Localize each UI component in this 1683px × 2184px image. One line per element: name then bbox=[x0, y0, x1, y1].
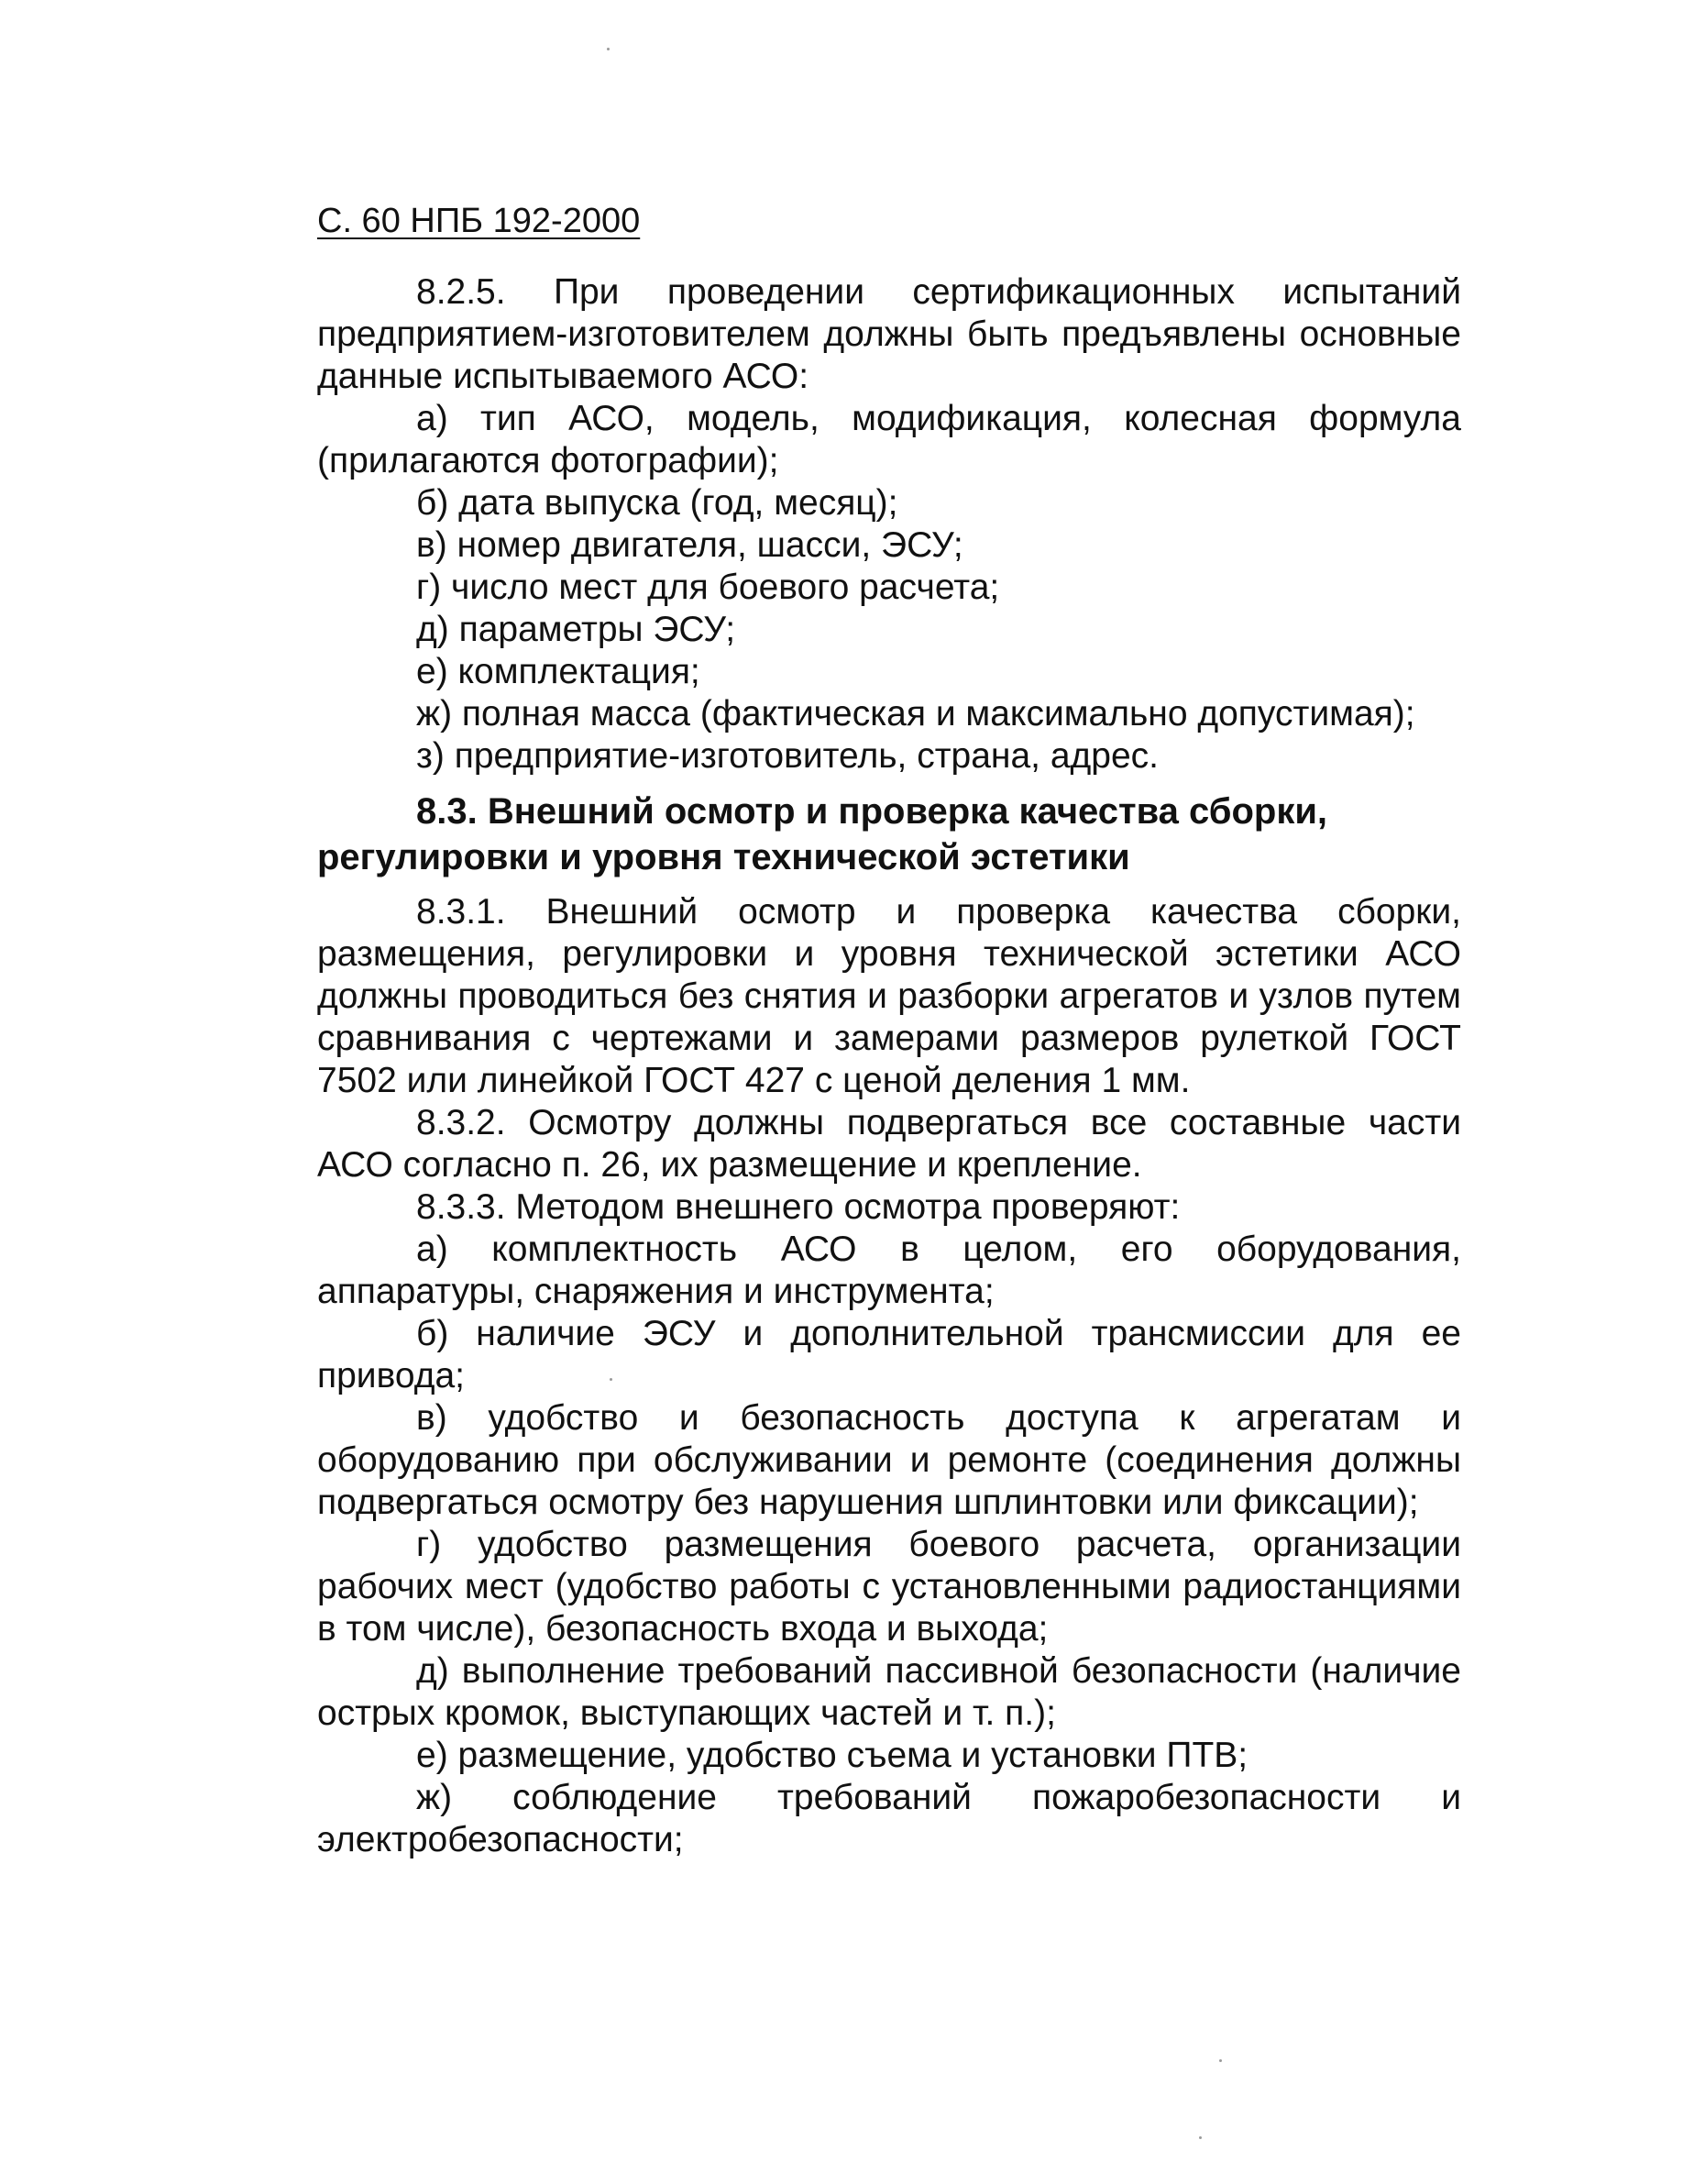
section-heading-line-2: регулировки и уровня технической эстетики bbox=[317, 837, 1130, 877]
list-item: г) удобство размещения боевого расчета, организации рабочих мест (удобство работы с установленными радиостанциями в том числе), безопасность входа и выхода; bbox=[317, 1525, 1461, 1649]
page-header: С. 60 НПБ 192-2000 bbox=[317, 202, 641, 240]
list-item: д) выполнение требований пассивной безопасности (наличие острых кромок, выступающих частей и т. п.); bbox=[317, 1651, 1461, 1733]
list-item: ж) полная масса (фактическая и максимально допустимая); bbox=[416, 694, 1415, 734]
list-item: а) тип АСО, модель, модификация, колесная формула (прилагаются фотографии); bbox=[317, 399, 1461, 480]
list-item: в) номер двигателя, шасси, ЭСУ; bbox=[416, 525, 963, 565]
list-item: в) удобство и безопасность доступа к агрегатам и оборудованию при обслуживании и ремонте (соединения должны подвергаться осмотру без нарушения шплинтовки или фиксации); bbox=[317, 1398, 1461, 1522]
scan-speck bbox=[1219, 2059, 1222, 2062]
list-item: б) дата выпуска (год, месяц); bbox=[416, 483, 898, 523]
list-item: е) размещение, удобство съема и установки ПТВ; bbox=[416, 1736, 1248, 1775]
section-heading-8-3 bbox=[317, 789, 1461, 880]
paragraph-8-2-5: 8.2.5. При проведении сертификационных испытаний предприятием-изготовителем должны быть предъявлены основные данные испытываемого АСО: bbox=[317, 272, 1461, 396]
list-item: д) параметры ЭСУ; bbox=[416, 610, 736, 649]
list-item: б) наличие ЭСУ и дополнительной трансмиссии для ее привода; bbox=[317, 1314, 1461, 1395]
list-item: г) число мест для боевого расчета; bbox=[416, 568, 1000, 607]
section-heading-line-1: 8.3. Внешний осмотр и проверка качества сборки, bbox=[416, 791, 1328, 832]
list-item: ж) соблюдение требований пожаробезопасности и электробезопасности; bbox=[317, 1778, 1461, 1859]
paragraph-8-3-2: 8.3.2. Осмотру должны подвергаться все составные части АСО согласно п. 26, их размещение и крепление. bbox=[317, 1103, 1461, 1185]
paragraph-8-3-1: 8.3.1. Внешний осмотр и проверка качества сборки, размещения, регулировки и уровня технической эстетики АСО должны проводиться без снятия и разборки агрегатов и узлов путем сравнивания с чертежами и замерами размеров рулеткой ГОСТ 7502 или линейкой ГОСТ 427 с ценой деления 1 мм. bbox=[317, 892, 1461, 1100]
scan-speck bbox=[610, 1378, 612, 1381]
scan-speck bbox=[607, 48, 610, 50]
list-item: е) комплектация; bbox=[416, 652, 700, 691]
document-body bbox=[317, 271, 1461, 1861]
list-item: а) комплектность АСО в целом, его оборудования, аппаратуры, снаряжения и инструмента; bbox=[317, 1230, 1461, 1311]
scan-speck bbox=[1199, 2136, 1202, 2139]
paragraph-8-3-3: 8.3.3. Методом внешнего осмотра проверяют: bbox=[416, 1187, 1181, 1227]
list-item: з) предприятие-изготовитель, страна, адрес. bbox=[416, 736, 1159, 776]
